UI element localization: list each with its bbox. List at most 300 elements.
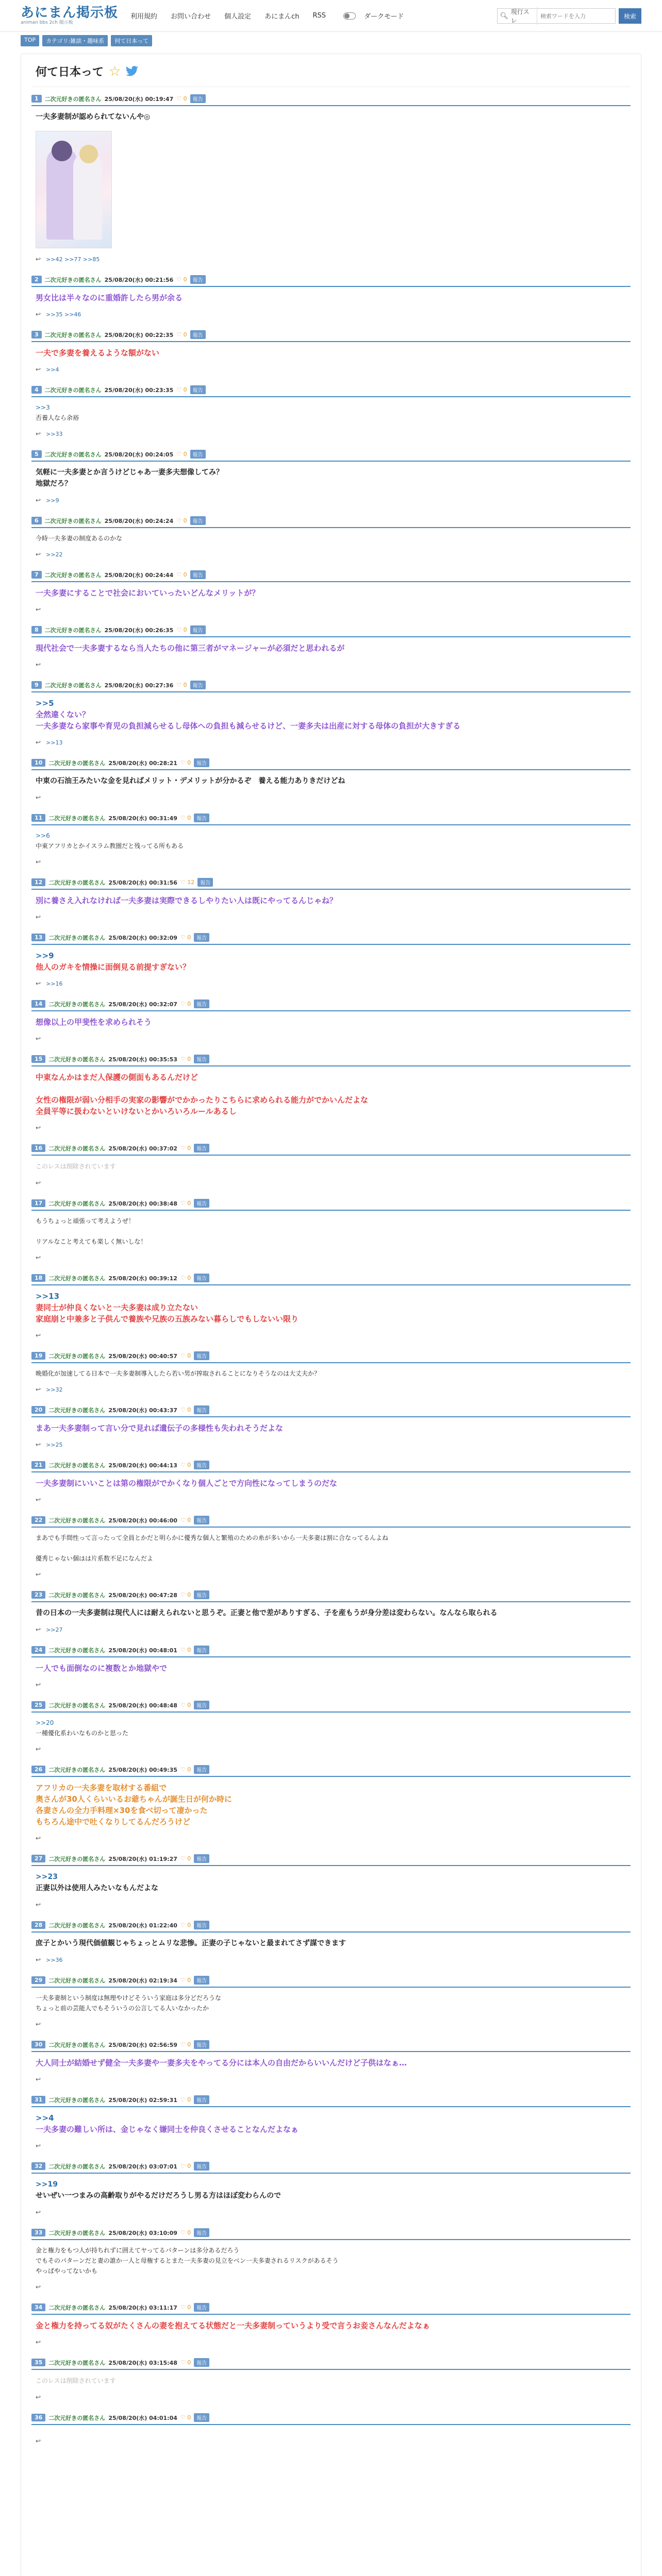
post-text: 一夫で多妻を養えるような額がない <box>36 348 160 358</box>
like-count: 0 <box>187 1855 191 1862</box>
post-number[interactable]: 27 <box>31 1855 45 1862</box>
post-text: 一夫多妻の難しい所は、金じゃなく嫌同士を仲良くさせることなんだよなぁ <box>36 2125 299 2134</box>
post-number[interactable]: 11 <box>31 814 45 822</box>
post-number[interactable]: 7 <box>31 571 42 579</box>
report-button[interactable]: 報告 <box>194 2162 209 2171</box>
reply-arrow-icon[interactable]: ↩ <box>36 1254 41 1261</box>
post-body <box>31 582 631 604</box>
report-button[interactable]: 報告 <box>194 1590 209 1599</box>
post-number[interactable]: 34 <box>31 2303 45 2311</box>
search-scope-select[interactable]: 現行スレ <box>511 7 537 25</box>
post-footer <box>31 1743 631 1758</box>
poster-name: 二次元好きの匿名さん <box>48 1647 106 1654</box>
poster-name: 二次元好きの匿名さん <box>48 1145 106 1152</box>
breadcrumb-category[interactable]: カテゴリ:雑談・趣味系 <box>42 35 108 46</box>
post-date: 25/08/20(水) 00:35:53 <box>108 1056 177 1063</box>
like-button[interactable] <box>180 1702 191 1708</box>
post-footer <box>31 1177 631 1192</box>
poster-name: 二次元好きの匿名さん <box>44 276 102 283</box>
reply-arrow-icon[interactable]: ↩ <box>36 913 41 921</box>
reply-arrow-icon[interactable]: ↩ <box>36 2283 41 2291</box>
post-body <box>31 1713 631 1743</box>
post-footer <box>31 1122 631 1137</box>
post-number[interactable]: 9 <box>31 681 42 689</box>
post <box>31 1693 631 1758</box>
post-number[interactable]: 16 <box>31 1144 45 1152</box>
post-number[interactable]: 28 <box>31 1921 45 1929</box>
post-body <box>31 1657 631 1679</box>
post-date: 25/08/20(水) 00:21:56 <box>104 276 174 283</box>
reply-arrow-icon[interactable]: ↩ <box>36 2142 41 2149</box>
post <box>31 1398 631 1453</box>
post-number[interactable]: 4 <box>31 386 42 394</box>
post-number[interactable]: 6 <box>31 517 42 524</box>
post-body <box>31 106 631 128</box>
nav-animanch[interactable]: あにまんch <box>264 13 300 21</box>
post-body <box>31 342 631 364</box>
post-footer <box>31 911 631 926</box>
reply-anchor-link[interactable]: >>20 <box>36 1719 54 1726</box>
post-text: 一夫多妻制にいいことは第の権限がでかくなり個人ごとで方向性になってしまうのだな <box>36 1479 338 1488</box>
like-button[interactable] <box>176 276 187 283</box>
report-button[interactable]: 報告 <box>194 999 209 1008</box>
like-count: 12 <box>187 879 195 886</box>
report-button[interactable]: 報告 <box>194 1976 209 1985</box>
like-count: 0 <box>187 1766 191 1773</box>
report-button[interactable]: 報告 <box>194 1274 209 1282</box>
poster-name: 二次元好きの匿名さん <box>48 1766 106 1773</box>
reply-anchor-link[interactable]: >>9 <box>36 951 54 960</box>
post <box>31 563 631 618</box>
poster-name: 二次元好きの匿名さん <box>48 1591 106 1599</box>
post-text: 金と権力を持ってる奴がたくさんの妻を抱えてる状態だと一夫多妻制っていうより受で言うお妾さんなんだよなぁ <box>36 2321 431 2330</box>
post-text: もうちょっと頑張って考えようぜ！ リアルなこと考えても楽しく無いしな！ <box>36 1217 147 1245</box>
post-number[interactable]: 22 <box>31 1516 45 1524</box>
report-button[interactable]: 報告 <box>190 94 206 103</box>
poster-name: 二次元好きの匿名さん <box>48 1977 106 1984</box>
poster-name: 二次元好きの匿名さん <box>48 2163 106 2170</box>
reply-arrow-icon[interactable]: ↩ <box>36 1626 41 1633</box>
post-body <box>31 2425 631 2435</box>
post-number[interactable]: 1 <box>31 95 42 103</box>
post-number[interactable]: 13 <box>31 934 45 941</box>
like-button[interactable] <box>176 517 187 524</box>
reply-arrow-icon[interactable]: ↩ <box>36 1681 41 1688</box>
poster-name: 二次元好きの匿名さん <box>44 95 102 103</box>
reply-arrow-icon[interactable]: ↩ <box>36 794 41 801</box>
post-date: 25/08/20(水) 00:32:09 <box>108 934 177 941</box>
post-header <box>31 1055 631 1066</box>
reply-links[interactable]: >>32 <box>46 1386 63 1393</box>
reply-arrow-icon[interactable]: ↩ <box>36 551 41 558</box>
post-date: 25/08/20(水) 03:10:09 <box>108 2229 177 2236</box>
report-button[interactable]: 報告 <box>194 1405 209 1414</box>
report-button[interactable]: 報告 <box>190 330 206 339</box>
like-button[interactable] <box>180 934 191 941</box>
like-count: 0 <box>187 1977 191 1984</box>
post-body <box>31 2240 631 2281</box>
poster-name: 二次元好きの匿名さん <box>48 1855 106 1862</box>
post-footer <box>31 428 631 443</box>
breadcrumb-thread[interactable]: 何て日本って <box>111 35 152 46</box>
like-count: 0 <box>187 934 191 941</box>
like-button[interactable] <box>180 1766 191 1773</box>
like-count: 0 <box>187 1591 191 1598</box>
post-date: 25/08/20(水) 00:40:57 <box>108 1352 177 1360</box>
post-footer <box>31 1330 631 1344</box>
like-count: 0 <box>187 1517 191 1523</box>
reply-arrow-icon[interactable]: ↩ <box>36 1496 41 1503</box>
nav-contact[interactable]: お問い合わせ <box>171 13 211 21</box>
like-button[interactable] <box>180 1145 191 1151</box>
heart-icon: ♡ <box>180 1591 186 1598</box>
report-button[interactable]: 報告 <box>190 450 206 459</box>
like-button[interactable] <box>180 1922 191 1928</box>
post-image[interactable] <box>36 131 112 248</box>
post-number[interactable]: 15 <box>31 1055 45 1063</box>
report-button[interactable]: 報告 <box>190 275 206 284</box>
like-button[interactable] <box>180 1200 191 1207</box>
like-count: 0 <box>187 2163 191 2170</box>
report-button[interactable]: 報告 <box>190 681 206 689</box>
post-number[interactable]: 20 <box>31 1406 45 1414</box>
reply-arrow-icon[interactable]: ↩ <box>36 1035 41 1042</box>
like-button[interactable] <box>176 682 187 688</box>
like-button[interactable] <box>180 2229 191 2236</box>
post-number[interactable]: 12 <box>31 878 45 886</box>
post-footer <box>31 2074 631 2088</box>
post-text: 中東の石油王みたいな金を見ればメリット・デメリットが分かるぞ 養える能力ありきだけどね <box>36 777 345 785</box>
post-number[interactable]: 33 <box>31 2229 45 2236</box>
reply-arrow-icon[interactable]: ↩ <box>36 1441 41 1448</box>
post-footer <box>31 2019 631 2033</box>
reply-anchor-link[interactable]: >>23 <box>36 1873 58 1881</box>
nav-settings[interactable]: 個人設定 <box>224 13 252 21</box>
post-number[interactable]: 36 <box>31 2414 45 2421</box>
like-button[interactable] <box>180 2041 191 2048</box>
post-number[interactable]: 30 <box>31 2041 45 2048</box>
report-button[interactable]: 報告 <box>194 1701 209 1709</box>
post-footer <box>31 2207 631 2221</box>
like-button[interactable] <box>180 2304 191 2311</box>
reply-arrow-icon[interactable]: ↩ <box>36 606 41 613</box>
reply-arrow-icon[interactable]: ↩ <box>36 2338 41 2346</box>
post-number[interactable]: 29 <box>31 1976 45 1984</box>
post-date: 25/08/20(水) 00:37:02 <box>108 1145 177 1152</box>
heart-icon: ♡ <box>180 2359 186 2366</box>
like-button[interactable] <box>180 1352 191 1359</box>
reply-arrow-icon[interactable]: ↩ <box>36 2394 41 2401</box>
breadcrumb-top[interactable]: TOP <box>21 35 39 46</box>
report-button[interactable]: 報告 <box>194 1199 209 1208</box>
post-number[interactable]: 25 <box>31 1701 45 1709</box>
heart-icon: ♡ <box>180 1406 186 1413</box>
post-number[interactable]: 35 <box>31 2359 45 2366</box>
post <box>31 2088 631 2155</box>
reply-arrow-icon[interactable]: ↩ <box>36 1386 41 1393</box>
like-button[interactable] <box>180 2163 191 2170</box>
like-button[interactable] <box>180 1647 191 1653</box>
nav-terms[interactable]: 利用規約 <box>130 13 158 21</box>
search-input[interactable] <box>537 9 615 23</box>
post-body <box>31 1066 631 1122</box>
post-footer <box>31 1033 631 1047</box>
reply-arrow-icon[interactable]: ↩ <box>36 1745 41 1753</box>
like-button[interactable] <box>180 879 194 886</box>
report-button[interactable]: 報告 <box>194 1461 209 1469</box>
post-number[interactable]: 18 <box>31 1274 45 1282</box>
reply-arrow-icon[interactable]: ↩ <box>36 2209 41 2216</box>
post-footer <box>31 1252 631 1266</box>
star-icon[interactable]: ☆ <box>109 63 121 79</box>
post-footer <box>31 1624 631 1638</box>
like-button[interactable] <box>176 571 187 578</box>
post-header <box>31 516 631 528</box>
reply-anchor-link[interactable]: >>4 <box>36 2113 54 2123</box>
post-body <box>31 692 631 737</box>
logo-text[interactable]: あにまん掲示板 <box>21 5 119 21</box>
like-count: 0 <box>187 1145 191 1151</box>
like-button[interactable] <box>180 1001 191 1007</box>
post-body <box>31 1777 631 1833</box>
post-header <box>31 94 631 106</box>
like-button[interactable] <box>176 626 187 633</box>
reply-arrow-icon[interactable]: ↩ <box>36 1332 41 1339</box>
like-button[interactable] <box>180 1855 191 1862</box>
post-footer <box>31 1833 631 1847</box>
post-header <box>31 1646 631 1657</box>
report-button[interactable]: 報告 <box>190 385 206 394</box>
post <box>31 1913 631 1969</box>
poster-name: 二次元好きの匿名さん <box>48 2041 106 2048</box>
reply-arrow-icon[interactable]: ↩ <box>36 739 41 746</box>
heart-icon: ♡ <box>180 1275 186 1281</box>
reply-arrow-icon[interactable]: ↩ <box>36 1835 41 1842</box>
post-text: 一種優化系わいなものかと思った <box>36 1730 129 1737</box>
reply-arrow-icon[interactable]: ↩ <box>36 256 41 263</box>
report-button[interactable]: 報告 <box>194 1055 209 1063</box>
post-body <box>31 2052 631 2074</box>
like-button[interactable] <box>180 2414 191 2421</box>
nav-rss[interactable]: RSS <box>312 12 326 20</box>
post-header <box>31 2358 631 2370</box>
nav-dark-mode-label: ダークモード <box>364 13 404 21</box>
dark-mode-toggle[interactable] <box>343 12 356 20</box>
post-number[interactable]: 10 <box>31 759 45 767</box>
reply-links[interactable]: >>33 <box>46 430 63 437</box>
post-number[interactable]: 21 <box>31 1461 45 1469</box>
report-button[interactable]: 報告 <box>194 1646 209 1654</box>
heart-icon: ♡ <box>180 2304 186 2311</box>
post-header <box>31 330 631 342</box>
reply-anchor-link[interactable]: >>13 <box>36 1292 60 1301</box>
reply-anchor-link[interactable]: >>5 <box>36 699 54 708</box>
post-number[interactable]: 23 <box>31 1591 45 1599</box>
reply-anchor-link[interactable]: >>3 <box>36 404 50 411</box>
post <box>31 992 631 1047</box>
reply-arrow-icon[interactable]: ↩ <box>36 430 41 437</box>
report-button[interactable]: 報告 <box>194 2358 209 2367</box>
report-button[interactable]: 報告 <box>190 625 206 634</box>
report-button[interactable]: 報告 <box>194 1516 209 1524</box>
report-button[interactable]: 報告 <box>194 2095 209 2104</box>
like-count: 0 <box>183 276 187 283</box>
report-button[interactable]: 報告 <box>194 2303 209 2312</box>
post-header <box>31 1765 631 1777</box>
report-button[interactable]: 報告 <box>194 1921 209 1929</box>
post-footer <box>31 856 631 871</box>
like-button[interactable] <box>176 451 187 457</box>
poster-name: 二次元好きの匿名さん <box>48 2096 106 2104</box>
post-number[interactable]: 14 <box>31 1000 45 1008</box>
like-button[interactable] <box>180 1591 191 1598</box>
reply-arrow-icon[interactable]: ↩ <box>36 2437 41 2445</box>
report-button[interactable]: 報告 <box>194 933 209 942</box>
post <box>31 673 631 751</box>
post-footer <box>31 2281 631 2296</box>
reply-anchor-link[interactable]: >>6 <box>36 832 50 839</box>
reply-links[interactable]: >>35 >>46 <box>46 311 81 318</box>
post-header <box>31 1199 631 1211</box>
like-button[interactable] <box>180 2359 191 2366</box>
post-number[interactable]: 19 <box>31 1352 45 1360</box>
like-button[interactable] <box>180 815 191 821</box>
post <box>31 806 631 871</box>
post-number[interactable]: 17 <box>31 1199 45 1207</box>
post-footer <box>31 978 631 992</box>
post-number[interactable]: 26 <box>31 1766 45 1773</box>
poster-name: 二次元好きの匿名さん <box>48 1275 106 1282</box>
like-button[interactable] <box>180 1462 191 1468</box>
post-number[interactable]: 3 <box>31 331 42 338</box>
post-number[interactable]: 2 <box>31 276 42 283</box>
reply-arrow-icon[interactable]: ↩ <box>36 2076 41 2083</box>
reply-arrow-icon[interactable]: ↩ <box>36 661 41 668</box>
heart-icon: ♡ <box>176 276 182 283</box>
reply-arrow-icon[interactable]: ↩ <box>36 1956 41 1963</box>
poster-name: 二次元好きの匿名さん <box>48 1462 106 1469</box>
post-date: 25/08/20(水) 04:01:04 <box>108 2414 177 2421</box>
reply-links[interactable]: >>27 <box>46 1626 63 1633</box>
post-number[interactable]: 5 <box>31 450 42 458</box>
reply-links[interactable]: >>25 <box>46 1441 63 1448</box>
heart-icon: ♡ <box>176 517 182 524</box>
report-button[interactable]: 報告 <box>194 758 209 767</box>
heart-icon: ♡ <box>180 1922 186 1928</box>
like-button[interactable] <box>180 1406 191 1413</box>
report-button[interactable]: 報告 <box>194 1854 209 1863</box>
report-button[interactable]: 報告 <box>194 1351 209 1360</box>
post-date: 25/08/20(水) 01:22:40 <box>108 1922 177 1929</box>
like-button[interactable] <box>180 1275 191 1281</box>
twitter-bird-icon[interactable] <box>125 66 139 77</box>
report-button[interactable]: 報告 <box>194 2413 209 2422</box>
report-button[interactable]: 報告 <box>194 814 209 822</box>
reply-arrow-icon[interactable]: ↩ <box>36 497 41 504</box>
reply-arrow-icon[interactable]: ↩ <box>36 1571 41 1578</box>
report-button[interactable]: 報告 <box>190 516 206 525</box>
like-button[interactable] <box>180 759 191 766</box>
report-button[interactable]: 報告 <box>194 1144 209 1153</box>
post-text: まあ一夫多妻制って言い分で見れば遺伝子の多様性も失われそうだよな <box>36 1423 284 1433</box>
post <box>31 2351 631 2406</box>
post-body <box>31 770 631 792</box>
reply-arrow-icon[interactable]: ↩ <box>36 980 41 987</box>
post <box>31 2155 631 2221</box>
post-text: 想像以上の甲斐性を求められそう <box>36 1018 152 1027</box>
like-count: 0 <box>183 517 187 524</box>
report-button[interactable]: 報告 <box>194 2040 209 2049</box>
report-button[interactable]: 報告 <box>190 570 206 579</box>
reply-arrow-icon[interactable]: ↩ <box>36 1901 41 1908</box>
report-button[interactable]: 報告 <box>194 2228 209 2237</box>
post-date: 25/08/20(水) 02:19:34 <box>108 1977 177 1984</box>
reply-arrow-icon[interactable]: ↩ <box>36 1179 41 1187</box>
like-button[interactable] <box>180 1517 191 1523</box>
like-button[interactable] <box>176 331 187 338</box>
post-body <box>31 1988 631 2019</box>
report-button[interactable]: 報告 <box>194 1765 209 1774</box>
site-logo[interactable] <box>21 6 118 26</box>
post-text: 大人同士が結婚せず健全一夫多妻や一妻多夫をやってる分には本人の自由だからいいんだけど子供はなぁ… <box>36 2058 407 2067</box>
reply-links[interactable]: >>9 <box>46 497 59 504</box>
like-count: 0 <box>183 451 187 457</box>
post-footer <box>31 792 631 806</box>
reply-links[interactable]: >>36 <box>46 1956 63 1963</box>
post-header <box>31 625 631 637</box>
reply-links[interactable]: >>4 <box>46 366 59 373</box>
reply-arrow-icon[interactable]: ↩ <box>36 311 41 318</box>
report-button[interactable]: 報告 <box>197 878 213 887</box>
like-button[interactable] <box>176 95 187 102</box>
reply-arrow-icon[interactable]: ↩ <box>36 1124 41 1131</box>
search-button[interactable]: 検索 <box>619 8 641 24</box>
post-number[interactable]: 8 <box>31 626 42 634</box>
post-number[interactable]: 31 <box>31 2096 45 2104</box>
reply-links[interactable]: >>42 >>77 >>85 <box>46 256 100 263</box>
like-button[interactable] <box>180 1056 191 1062</box>
like-button[interactable] <box>180 2096 191 2103</box>
reply-arrow-icon[interactable]: ↩ <box>36 2021 41 2028</box>
reply-links[interactable]: >>22 <box>46 551 63 558</box>
poster-name: 二次元好きの匿名さん <box>48 815 106 822</box>
post-text: 庶子とかいう現代価値観じゃちょっとムリな悲惨。正妻の子じゃないと最まれてさず謀できます <box>36 1939 346 1947</box>
heart-icon: ♡ <box>180 815 186 821</box>
post-header <box>31 1516 631 1528</box>
post-number[interactable]: 32 <box>31 2162 45 2170</box>
heart-icon: ♡ <box>180 1056 186 1062</box>
like-count: 0 <box>187 2304 191 2311</box>
like-button[interactable] <box>176 386 187 393</box>
like-button[interactable] <box>180 1977 191 1984</box>
post-header <box>31 878 631 890</box>
post-number[interactable]: 24 <box>31 1646 45 1654</box>
reply-anchor-link[interactable]: >>19 <box>36 2180 58 2189</box>
reply-arrow-icon[interactable]: ↩ <box>36 366 41 373</box>
post <box>31 2033 631 2088</box>
post-text: まあでも手間性って言ったって全員とかだと明らかに優秀な個人と繁殖のための糸が多いから一夫多妻は割に合なってるんよね 優秀じゃない個はは片系数不足になんだよ <box>36 1534 389 1562</box>
post-footer <box>31 364 631 378</box>
post-text: 今時一夫多妻の制度あるのかな <box>36 535 123 542</box>
reply-arrow-icon[interactable]: ↩ <box>36 858 41 866</box>
reply-links[interactable]: >>16 <box>46 980 63 987</box>
post-text: せいぜい一つまみの高齢取りがやるだけだろうし男る方はほぼ変わらんので <box>36 2192 281 2200</box>
reply-links[interactable]: >>13 <box>46 739 63 746</box>
heart-icon: ♡ <box>176 451 182 457</box>
post-body <box>31 1417 631 1439</box>
like-count: 0 <box>183 626 187 633</box>
like-count: 0 <box>187 1702 191 1708</box>
